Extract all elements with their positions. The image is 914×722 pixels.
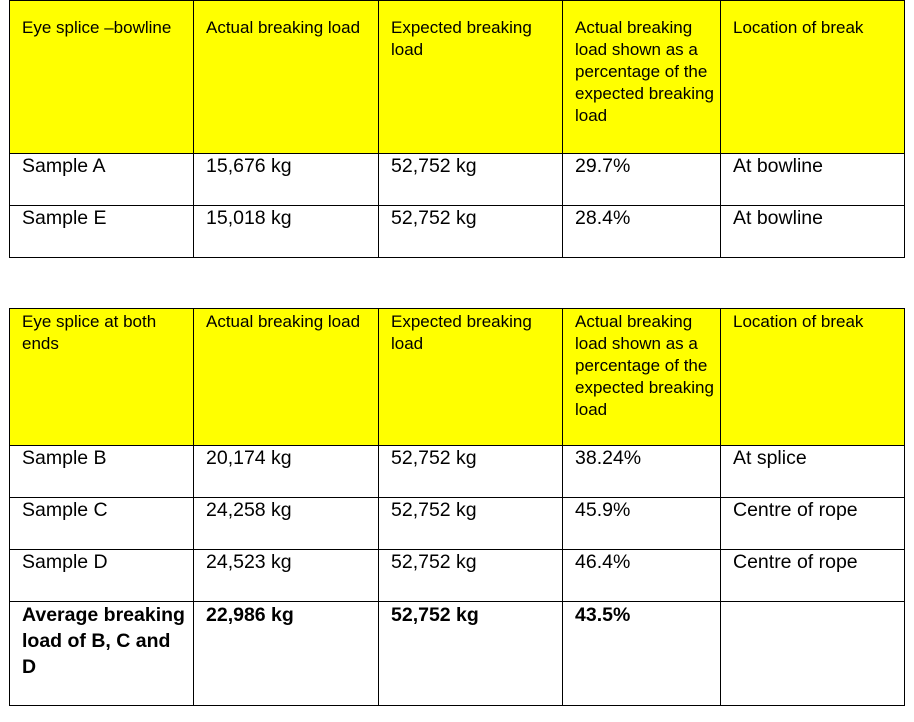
cell-location: At splice bbox=[721, 446, 905, 498]
bowline-results-table bbox=[9, 0, 905, 258]
header-cell-actual-load: Actual breaking load bbox=[194, 1, 379, 154]
header-cell-expected-load: Expected breaking load bbox=[379, 1, 563, 154]
cell-actual-load: 15,676 kg bbox=[194, 154, 379, 206]
cell-average-expected-load: 52,752 kg bbox=[379, 602, 563, 706]
cell-percentage: 45.9% bbox=[563, 498, 721, 550]
cell-average-percentage: 43.5% bbox=[563, 602, 721, 706]
cell-actual-load: 24,258 kg bbox=[194, 498, 379, 550]
cell-expected-load: 52,752 kg bbox=[379, 206, 563, 258]
table-row bbox=[10, 154, 905, 206]
cell-percentage: 29.7% bbox=[563, 154, 721, 206]
cell-sample: Sample B bbox=[10, 446, 194, 498]
table-row bbox=[10, 446, 905, 498]
cell-percentage: 38.24% bbox=[563, 446, 721, 498]
cell-sample: Sample D bbox=[10, 550, 194, 602]
both-ends-results-table bbox=[9, 308, 905, 706]
header-cell-location: Location of break bbox=[721, 309, 905, 446]
cell-average-actual-load: 22,986 kg bbox=[194, 602, 379, 706]
cell-average-label: Average breaking load of B, C and D bbox=[10, 602, 194, 706]
header-cell-expected-load: Expected breaking load bbox=[379, 309, 563, 446]
cell-sample: Sample A bbox=[10, 154, 194, 206]
cell-expected-load: 52,752 kg bbox=[379, 498, 563, 550]
table-row bbox=[10, 550, 905, 602]
table-header-row bbox=[10, 1, 905, 154]
header-cell-actual-load: Actual breaking load bbox=[194, 309, 379, 446]
cell-percentage: 28.4% bbox=[563, 206, 721, 258]
cell-actual-load: 15,018 kg bbox=[194, 206, 379, 258]
cell-location: Centre of rope bbox=[721, 498, 905, 550]
table-row bbox=[10, 206, 905, 258]
header-cell-sample: Eye splice at both ends bbox=[10, 309, 194, 446]
header-cell-percentage: Actual breaking load shown as a percentage of the expected breaking load bbox=[563, 1, 721, 154]
cell-expected-load: 52,752 kg bbox=[379, 550, 563, 602]
cell-expected-load: 52,752 kg bbox=[379, 446, 563, 498]
table-header-row bbox=[10, 309, 905, 446]
average-row bbox=[10, 602, 905, 706]
cell-expected-load: 52,752 kg bbox=[379, 154, 563, 206]
table-row bbox=[10, 498, 905, 550]
cell-actual-load: 20,174 kg bbox=[194, 446, 379, 498]
header-cell-sample: Eye splice –bowline bbox=[10, 1, 194, 154]
cell-sample: Sample C bbox=[10, 498, 194, 550]
header-cell-percentage: Actual breaking load shown as a percentage of the expected breaking load bbox=[563, 309, 721, 446]
cell-average-location bbox=[721, 602, 905, 706]
cell-location: At bowline bbox=[721, 206, 905, 258]
cell-location: At bowline bbox=[721, 154, 905, 206]
cell-percentage: 46.4% bbox=[563, 550, 721, 602]
cell-actual-load: 24,523 kg bbox=[194, 550, 379, 602]
cell-location: Centre of rope bbox=[721, 550, 905, 602]
header-cell-location: Location of break bbox=[721, 1, 905, 154]
cell-sample: Sample E bbox=[10, 206, 194, 258]
